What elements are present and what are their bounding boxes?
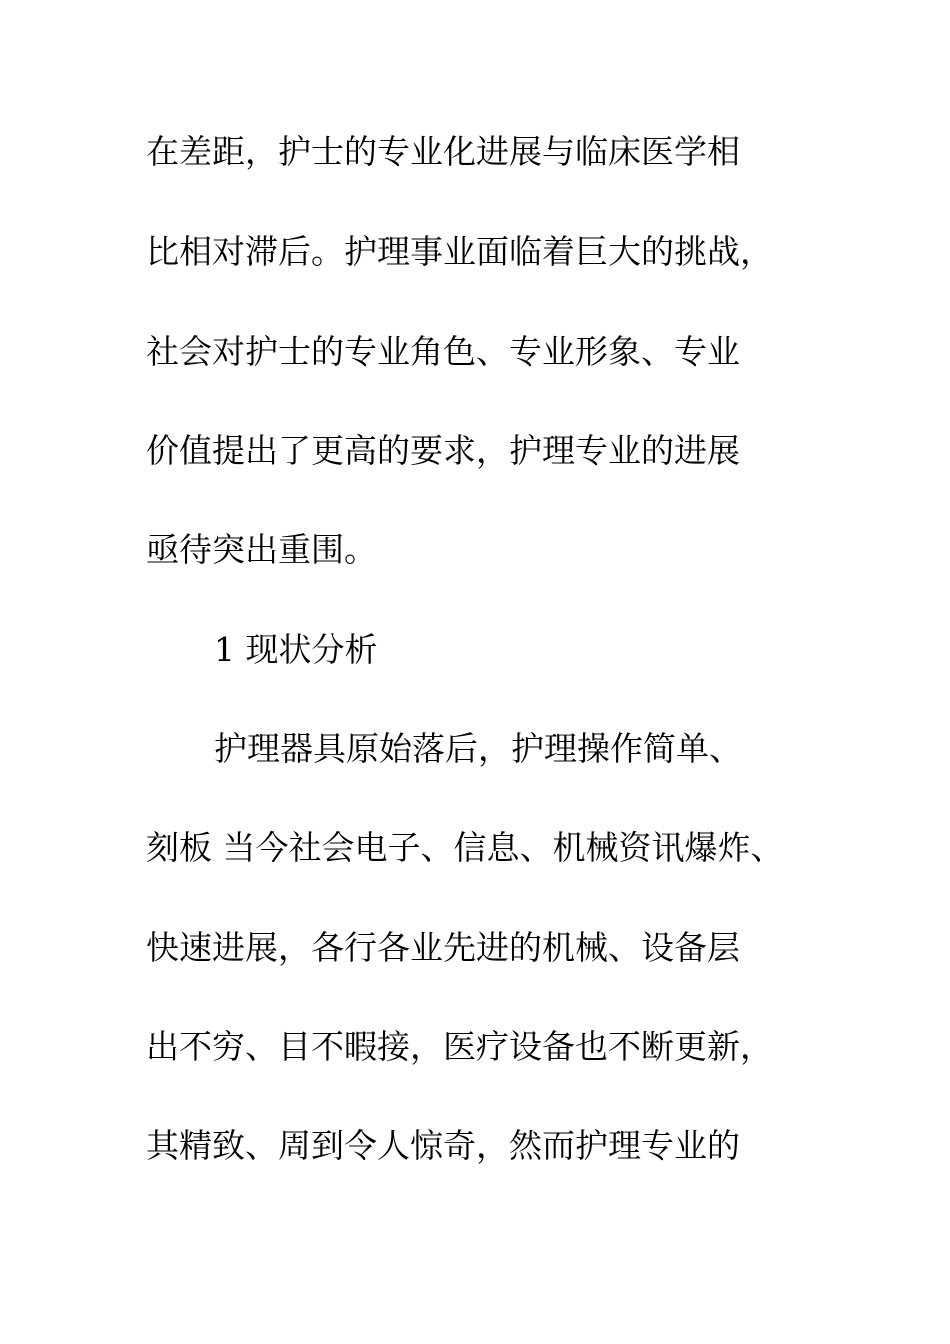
paragraph-line-9: 快速进展，各行各业先进的机械、设备层 xyxy=(146,928,740,967)
paragraph-line-1: 在差距，护士的专业化进展与临床医学相 xyxy=(146,132,740,171)
paragraph-line-4: 价值提出了更高的要求，护理专业的进展 xyxy=(146,431,740,470)
paragraph-line-3: 社会对护士的专业角色、专业形象、专业 xyxy=(146,332,740,371)
paragraph-line-10: 出不穷、目不暇接，医疗设备也不断更新， xyxy=(146,1027,773,1066)
section-heading: 1 现状分析 xyxy=(214,630,378,669)
paragraph-line-11: 其精致、周到令人惊奇，然而护理专业的 xyxy=(146,1126,740,1165)
paragraph-line-8: 刻板 当今社会电子、信息、机械资讯爆炸、 xyxy=(146,828,784,867)
paragraph-line-7: 护理器具原始落后，护理操作简单、 xyxy=(214,729,742,768)
paragraph-line-2: 比相对滞后。护理事业面临着巨大的挑战， xyxy=(146,232,773,271)
paragraph-line-5: 亟待突出重围。 xyxy=(146,530,377,569)
